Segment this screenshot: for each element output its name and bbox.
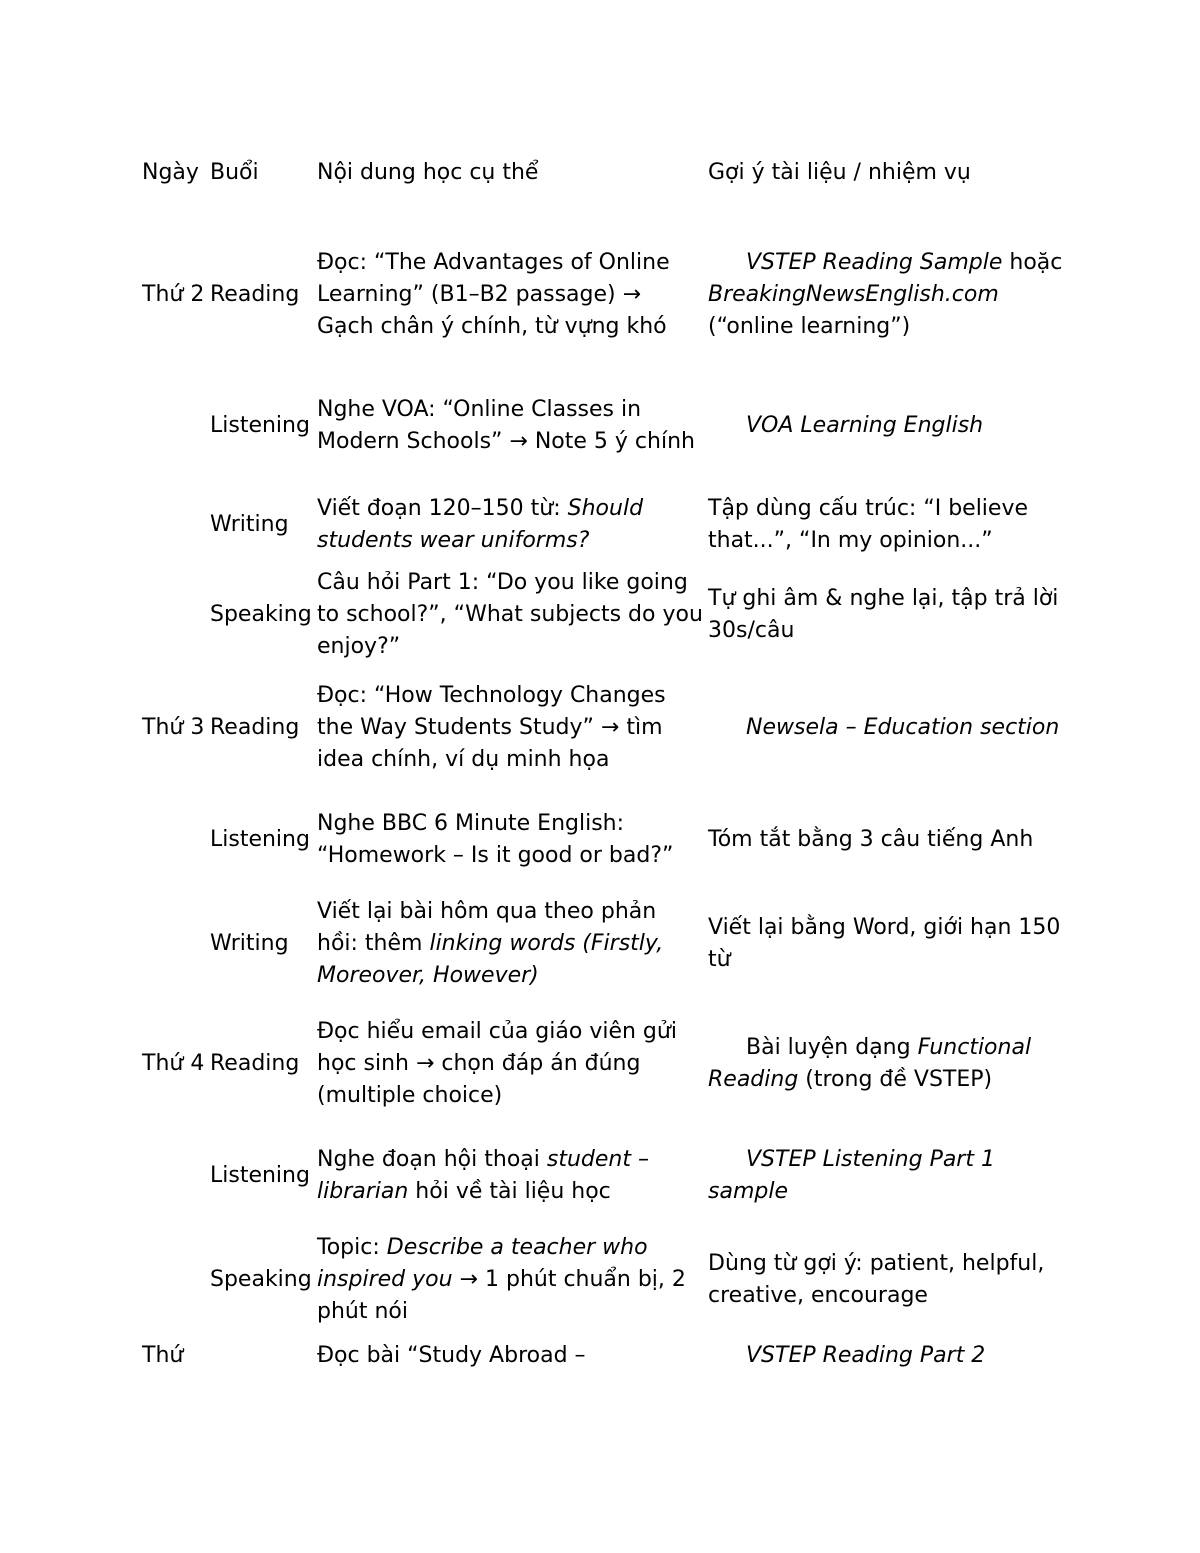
table-row <box>138 566 1068 664</box>
content-cell <box>313 1128 704 1224</box>
table-header-row <box>138 140 1068 206</box>
task-italic: VSTEP Reading Part 2 <box>746 1343 986 1368</box>
session-cell: Reading <box>210 1051 300 1076</box>
content-cell: Câu hỏi Part 1: “Do you like going to school?”, “What subjects do you enjoy?” <box>317 570 703 659</box>
session-cell: Reading <box>210 715 300 740</box>
session-cell <box>206 1336 313 1376</box>
content-pre: Viết đoạn 120–150 từ: <box>317 496 568 521</box>
content-cell <box>313 888 704 1000</box>
table-row <box>138 888 1068 1000</box>
content-cell: Đọc hiểu email của giáo viên gửi học sinh → chọn đáp án đúng (multiple choice) <box>317 1019 677 1108</box>
session-cell: Speaking <box>210 1267 312 1292</box>
task-cell <box>704 1128 1068 1224</box>
table-row <box>138 1224 1068 1336</box>
content-cell: Nghe VOA: “Online Classes in Modern Schools” → Note 5 ý chính <box>317 397 695 454</box>
content-end: hỏi về tài liệu học <box>408 1179 611 1204</box>
task-italic: VSTEP Reading Sample <box>746 250 1003 275</box>
day-cell <box>138 484 206 566</box>
table-row <box>138 664 1068 792</box>
content-end: → 1 phút chuẩn bị, 2 phút nói <box>317 1267 686 1324</box>
day-cell: Thứ 3 <box>142 715 205 740</box>
task-italic: Newsela – Education section <box>746 715 1060 740</box>
session-cell: Listening <box>210 1163 310 1188</box>
table-row <box>138 1000 1068 1128</box>
table-row <box>138 792 1068 888</box>
task-cell: Tập dùng cấu trúc: “I believe that...”, “In my opinion...” <box>708 496 1029 553</box>
task-end: (“online learning”) <box>708 314 911 339</box>
content-italic: linking words (Firstly, Moreover, However) <box>317 931 664 988</box>
content-cell: Đọc: “The Advantages of Online Learning” (B1–B2 passage) → Gạch chân ý chính, từ vựng khó <box>317 250 670 339</box>
content-pre: Nghe đoạn hội thoại <box>317 1147 547 1172</box>
table-row <box>138 1128 1068 1224</box>
session-cell: Writing <box>210 512 289 537</box>
task-italic: VOA Learning English <box>746 413 984 438</box>
table-row <box>138 222 1068 368</box>
table-row <box>138 368 1068 484</box>
task-cell <box>704 1000 1068 1128</box>
task-cell <box>704 222 1068 368</box>
content-pre: Topic: <box>317 1235 387 1260</box>
task-italic: VSTEP Listening Part 1 sample <box>708 1147 995 1204</box>
content-italic: Describe a teacher who inspired you <box>317 1235 648 1292</box>
header-session: Buổi <box>210 160 259 185</box>
content-cell: Đọc bài “Study Abroad – <box>317 1343 586 1368</box>
day-cell: Thứ 2 <box>142 282 205 307</box>
content-cell: Nghe BBC 6 Minute English: “Homework – Is it good or bad?” <box>317 811 674 868</box>
content-cell <box>313 484 704 566</box>
content-cell <box>313 1224 704 1336</box>
content-cell: Đọc: “How Technology Changes the Way Students Study” → tìm idea chính, ví dụ minh họa <box>317 683 666 772</box>
content-italic: Should students wear uniforms? <box>317 496 644 553</box>
session-cell: Speaking <box>210 602 312 627</box>
task-cell <box>704 1336 1068 1376</box>
day-cell: Thứ 4 <box>142 1051 205 1076</box>
task-pre: Bài luyện dạng <box>746 1035 918 1060</box>
day-cell: Thứ <box>142 1343 184 1368</box>
task-cell <box>704 664 1068 792</box>
task-cell: Dùng từ gợi ý: patient, helpful, creative, encourage <box>708 1251 1045 1308</box>
day-cell <box>138 566 206 664</box>
content-italic: student – librarian <box>317 1147 649 1204</box>
day-cell <box>138 888 206 1000</box>
session-cell: Reading <box>210 282 300 307</box>
task-cell: Viết lại bằng Word, giới hạn 150 từ <box>708 915 1061 972</box>
header-day: Ngày <box>142 160 199 185</box>
session-cell: Listening <box>210 413 310 438</box>
task-mid: hoặc <box>1009 250 1063 275</box>
session-cell: Writing <box>210 931 289 956</box>
study-schedule-table <box>138 140 1068 1376</box>
header-task: Gợi ý tài liệu / nhiệm vụ <box>708 160 971 185</box>
task-end: (trong đề VSTEP) <box>798 1067 993 1092</box>
day-cell <box>138 368 206 484</box>
task-cell: Tóm tắt bằng 3 câu tiếng Anh <box>708 827 1034 852</box>
task-italic: Functional Reading <box>708 1035 1032 1092</box>
day-cell <box>138 1128 206 1224</box>
task-cell <box>704 368 1068 484</box>
content-pre: Viết lại bài hôm qua theo phản hồi: thêm <box>317 899 657 956</box>
header-content: Nội dung học cụ thể <box>317 160 539 185</box>
table-row <box>138 484 1068 566</box>
task-italic-2: BreakingNewsEnglish.com <box>708 282 999 307</box>
task-cell: Tự ghi âm & nghe lại, tập trả lời 30s/câu <box>708 586 1059 643</box>
day-cell <box>138 792 206 888</box>
day-cell <box>138 1224 206 1336</box>
session-cell: Listening <box>210 827 310 852</box>
table-row <box>138 1336 1068 1376</box>
